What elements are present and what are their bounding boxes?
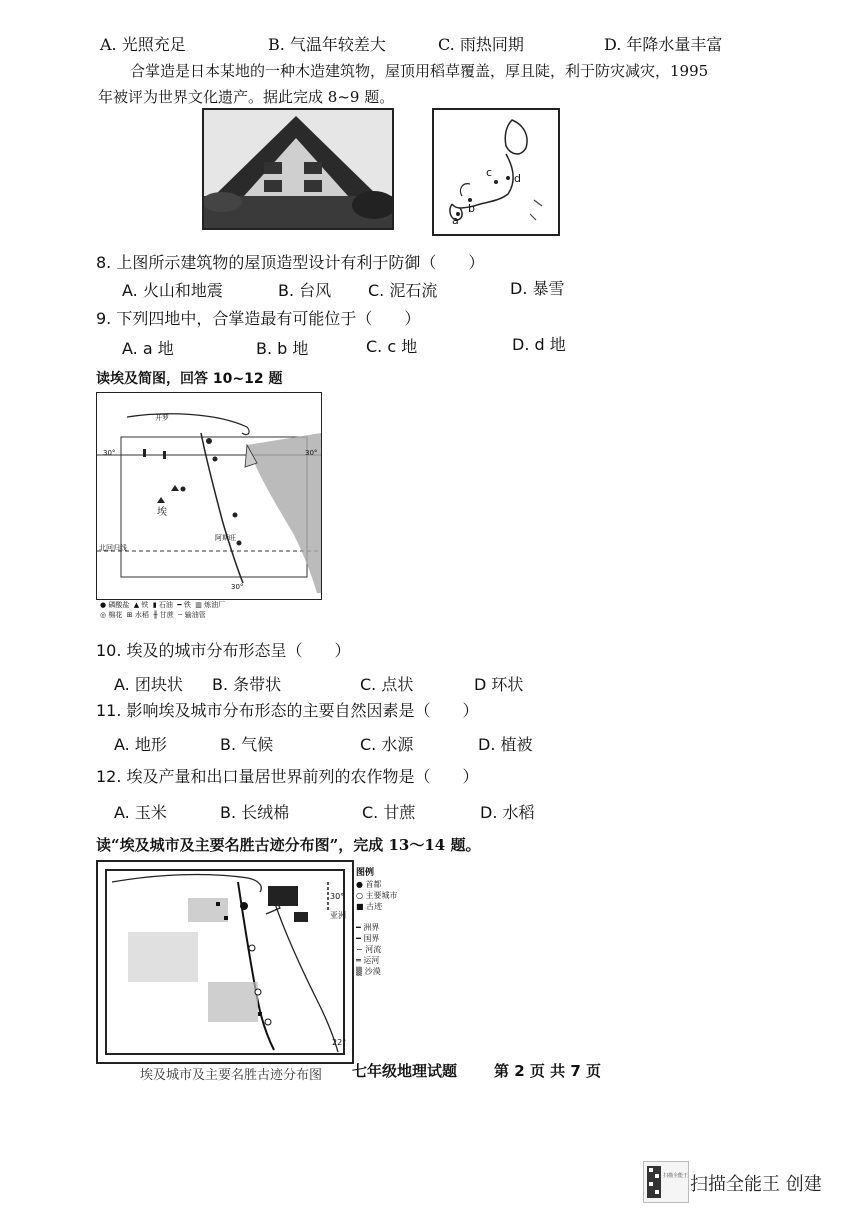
map2-lat30: 30° bbox=[330, 892, 345, 901]
japan-label-c: c bbox=[486, 166, 493, 179]
legend-major-city: ○ 主要城市 bbox=[356, 891, 398, 900]
legend-rail: ━ 铁 bbox=[177, 601, 191, 609]
q8-option-d: D. 暴雪 bbox=[510, 279, 565, 298]
intro-1-line1: 合掌造是日本某地的一种木造建筑物，屋顶用稻草覆盖，厚且陡，利于防灾减灾，1995 bbox=[130, 62, 709, 80]
gassho-house-photo bbox=[202, 108, 394, 230]
q9-stem: 9. 下列四地中，合掌造最有可能位于（ ） bbox=[96, 309, 421, 328]
lat-30-bottom: 30° bbox=[231, 583, 244, 591]
city-cairo: 开罗 bbox=[155, 414, 169, 422]
lat-30-right: 30° bbox=[305, 449, 318, 457]
q11-option-b: B. 气候 bbox=[220, 735, 274, 754]
q10-stem: 10. 埃及的城市分布形态呈（ ） bbox=[96, 641, 351, 660]
footer-exam-name: 七年级地理试题 bbox=[352, 1062, 458, 1080]
japan-map bbox=[432, 108, 560, 236]
map1-legend-row1 bbox=[100, 600, 225, 610]
japan-label-d: d bbox=[514, 172, 521, 185]
q10-option-b: B. 条带状 bbox=[212, 675, 282, 694]
city-aswan: 阿斯旺 bbox=[215, 534, 236, 542]
country-label: 埃 bbox=[157, 507, 167, 518]
q11-option-c: C. 水源 bbox=[360, 735, 414, 754]
q8-option-a: A. 火山和地震 bbox=[122, 281, 223, 300]
q11-stem: 11. 影响埃及城市分布形态的主要自然因素是（ ） bbox=[96, 701, 479, 720]
legend-refinery: ▥ 炼油厂 bbox=[195, 601, 226, 609]
q9-option-a: A. a 地 bbox=[122, 339, 174, 358]
egypt-map-heritage bbox=[96, 860, 354, 1064]
q9-option-b: B. b 地 bbox=[256, 339, 309, 358]
camscanner-logo bbox=[643, 1161, 689, 1203]
legend-sugarcane: ╫ 甘蔗 bbox=[153, 611, 174, 619]
map1-legend-row2 bbox=[100, 610, 206, 620]
q12-option-a: A. 玉米 bbox=[114, 803, 167, 822]
q9-option-d: D. d 地 bbox=[512, 335, 566, 354]
q8-option-b: B. 台风 bbox=[278, 281, 332, 300]
legend-rice: ⊞ 水稻 bbox=[126, 611, 149, 619]
japan-label-b: b bbox=[468, 202, 475, 215]
q7-option-d: D. 年降水量丰富 bbox=[604, 35, 723, 54]
legend-oil: ▮ 石油 bbox=[152, 601, 173, 609]
q12-option-b: B. 长绒棉 bbox=[220, 803, 290, 822]
q8-option-c: C. 泥石流 bbox=[368, 281, 438, 300]
logo-text: 扫描全能王 bbox=[663, 1173, 689, 1179]
intro-3: 读“埃及城市及主要名胜古迹分布图”，完成 13～14 题。 bbox=[96, 836, 481, 854]
map2-legend bbox=[356, 868, 426, 977]
q12-stem: 12. 埃及产量和出口量居世界前列的农作物是（ ） bbox=[96, 767, 479, 786]
japan-label-a: a bbox=[452, 214, 459, 227]
q9-option-c: C. c 地 bbox=[366, 337, 418, 356]
legend-pipeline: ┄ 输油管 bbox=[178, 611, 206, 619]
legend-capital: ● 首都 bbox=[356, 880, 382, 889]
legend-continent-border: ━ 洲界 bbox=[356, 923, 380, 932]
q7-option-b: B. 气温年较差大 bbox=[268, 35, 386, 54]
legend-heritage: ■ 古迹 bbox=[356, 902, 383, 911]
lat-30-left: 30° bbox=[103, 449, 116, 457]
legend-title: 图例 bbox=[356, 868, 375, 878]
intro-1-line2: 年被评为世界文化遗产。据此完成 8~9 题。 bbox=[98, 88, 395, 106]
legend-canal: ═ 运河 bbox=[356, 956, 380, 965]
q12-option-c: C. 甘蔗 bbox=[362, 803, 416, 822]
q12-option-d: D. 水稻 bbox=[480, 803, 535, 822]
legend-phosphate: ● 磷酸盐 bbox=[100, 601, 130, 609]
q10-option-a: A. 团块状 bbox=[114, 675, 183, 694]
tropic-label: 北回归线 bbox=[99, 544, 127, 552]
q11-option-a: A. 地形 bbox=[114, 735, 167, 754]
legend-national-border: ━ 国界 bbox=[356, 934, 380, 943]
q10-option-d: D 环状 bbox=[474, 675, 524, 694]
legend-desert: ▒ 沙漠 bbox=[356, 967, 381, 976]
legend-iron: ▲ 铁 bbox=[133, 601, 149, 609]
map2-continent: 亚洲 bbox=[330, 911, 346, 920]
q10-option-c: C. 点状 bbox=[360, 675, 414, 694]
egypt-map-simple bbox=[96, 392, 322, 600]
map2-caption: 埃及城市及主要名胜古迹分布图 bbox=[140, 1068, 323, 1083]
footer-page-number: 第 2 页 共 7 页 bbox=[494, 1062, 601, 1080]
intro-2: 读埃及简图，回答 10~12 题 bbox=[96, 371, 283, 387]
legend-cotton: ◎ 棉花 bbox=[100, 611, 123, 619]
watermark-text: 扫描全能王 创建 bbox=[690, 1174, 822, 1195]
map2-lat22: 22° bbox=[332, 1038, 347, 1047]
q8-stem: 8. 上图所示建筑物的屋顶造型设计有利于防御（ ） bbox=[96, 253, 485, 272]
legend-river: ∼ 河流 bbox=[356, 945, 382, 954]
q7-option-c: C. 雨热同期 bbox=[438, 35, 524, 54]
q7-option-a: A. 光照充足 bbox=[100, 35, 186, 54]
q11-option-d: D. 植被 bbox=[478, 735, 533, 754]
